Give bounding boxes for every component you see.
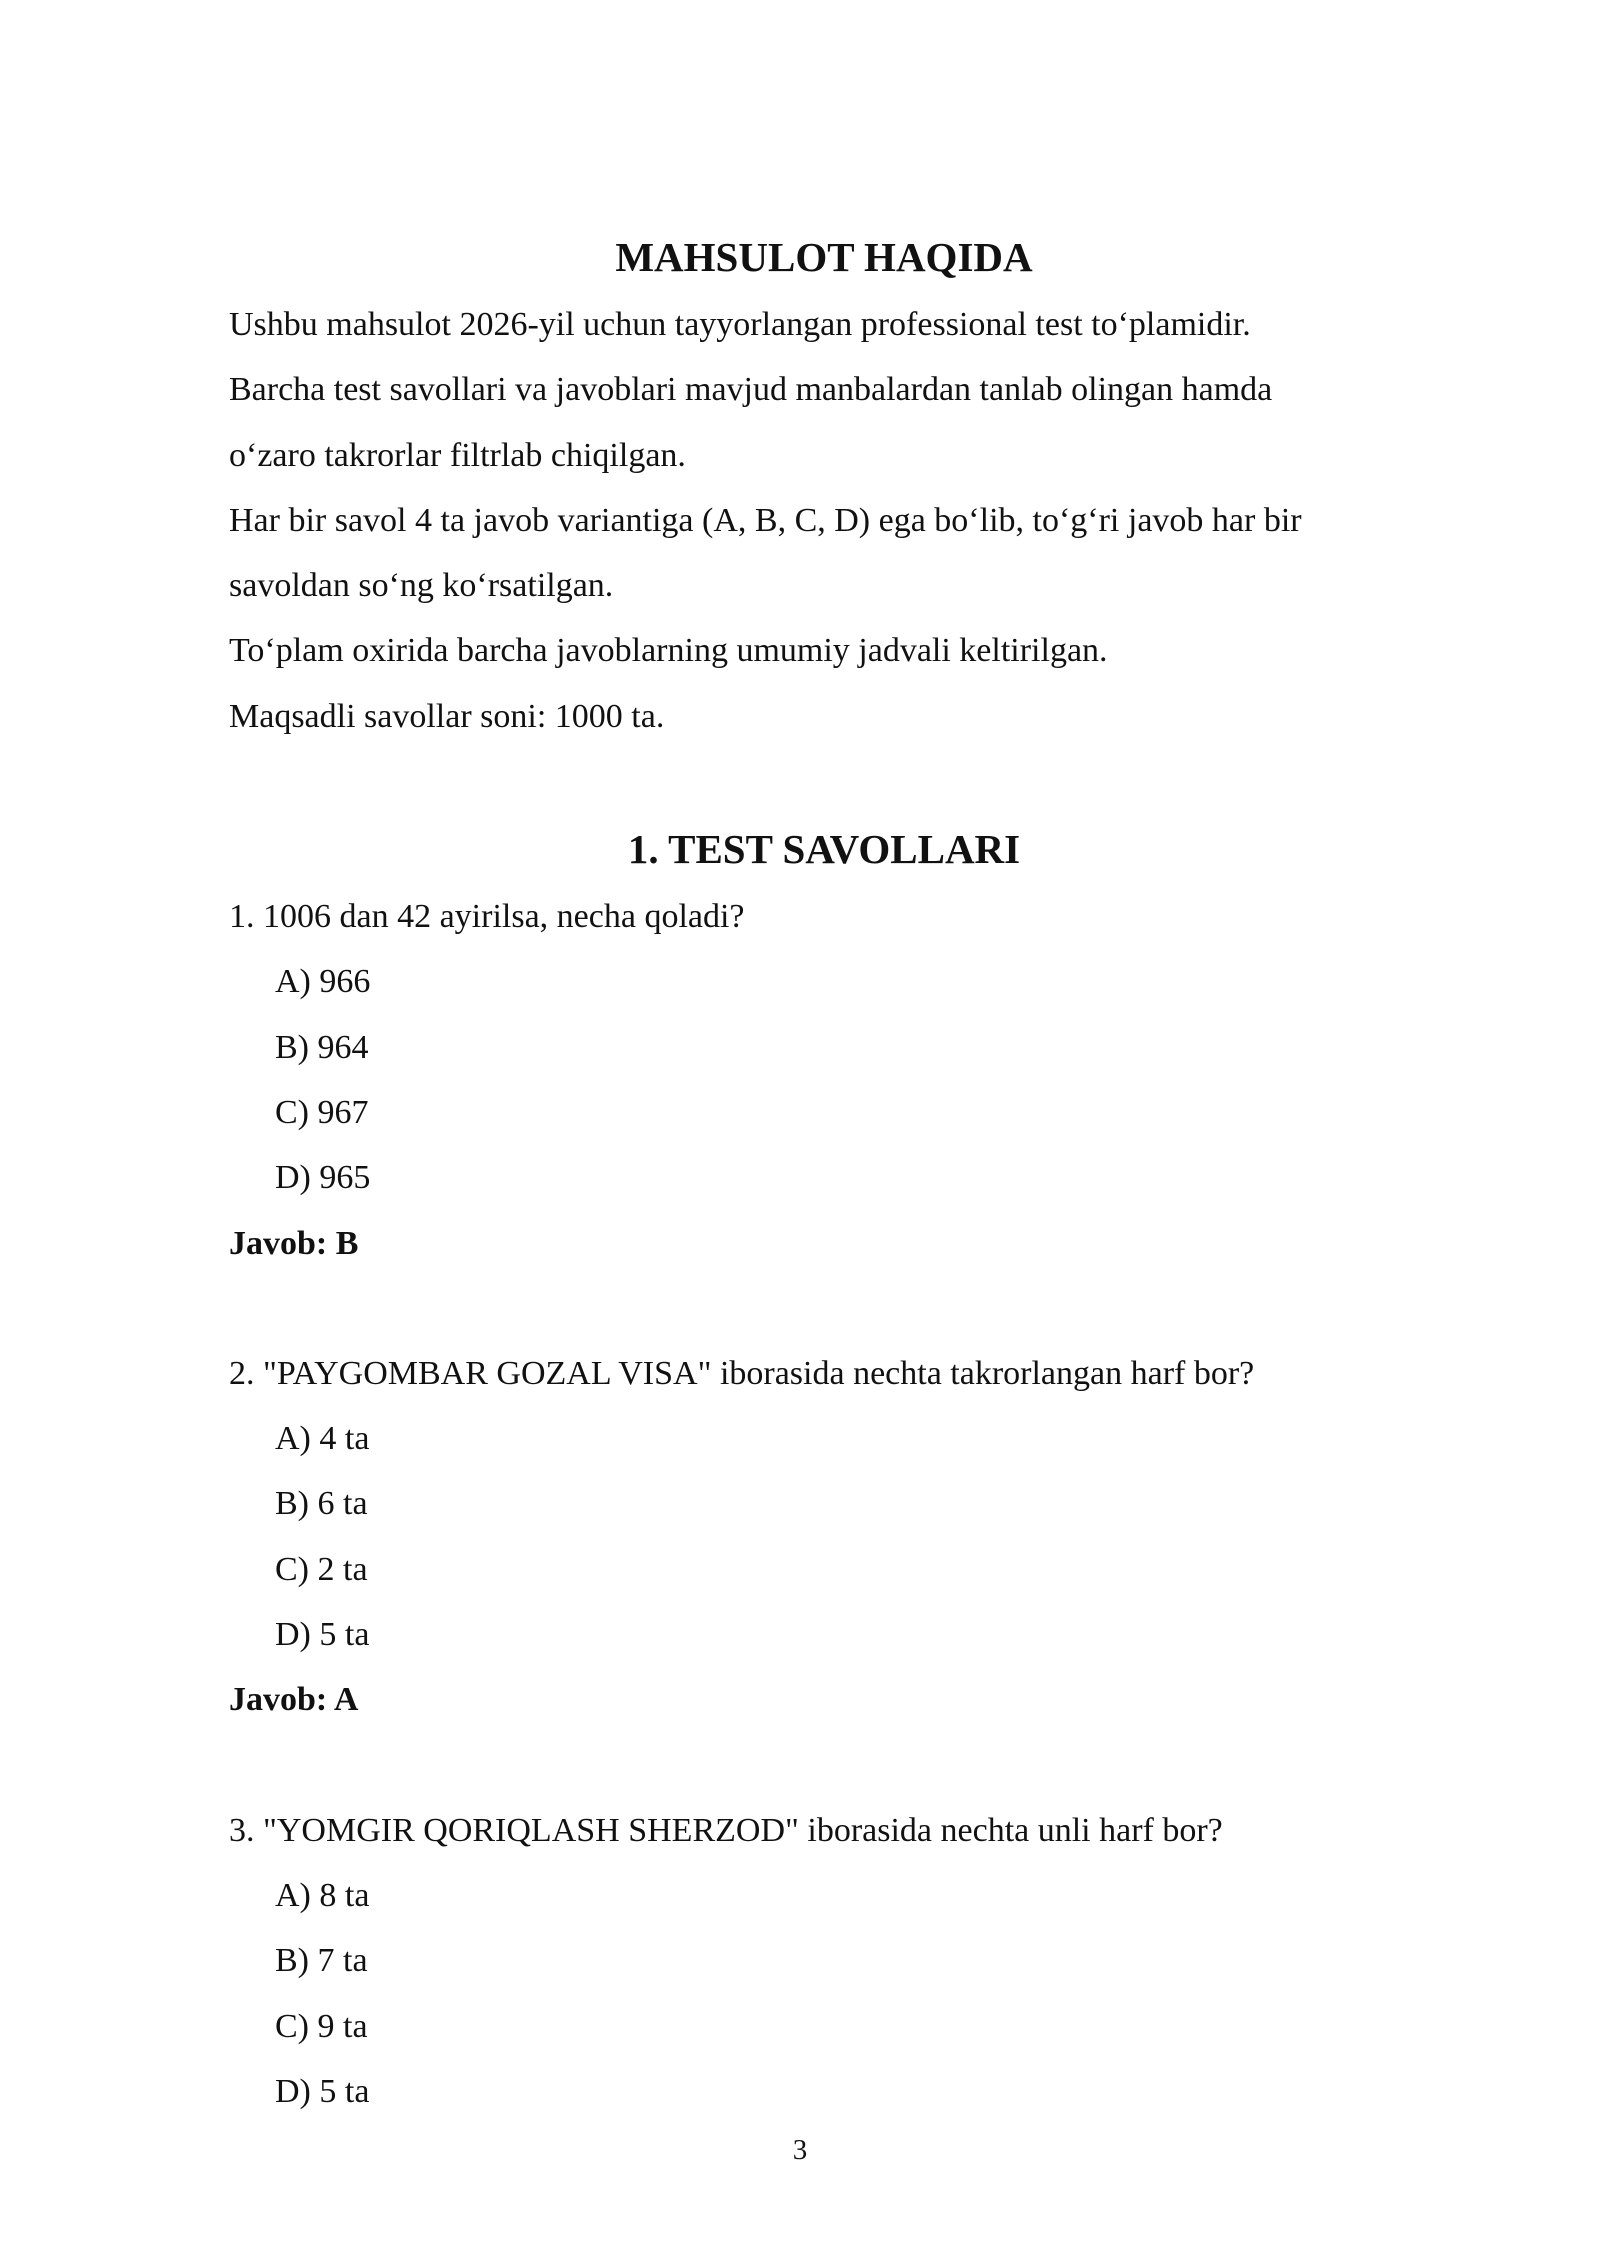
- option-c: C) 2 ta: [275, 1550, 368, 1588]
- question-text: 3. "YOMGIR QORIQLASH SHERZOD" iborasida nechta unli harf bor?: [229, 1811, 1223, 1849]
- option-d: D) 965: [275, 1159, 371, 1197]
- option-d: D) 5 ta: [275, 1616, 370, 1654]
- about-line: o‘zaro takrorlar filtrlab chiqilgan.: [229, 436, 686, 474]
- option-a: A) 8 ta: [275, 1876, 370, 1914]
- option-a: A) 4 ta: [275, 1420, 370, 1458]
- option-d: D) 5 ta: [275, 2072, 370, 2110]
- answer-text: Javob: B: [229, 1224, 359, 1262]
- about-line: Barcha test savollari va javoblari mavjud manbalardan tanlab olingan hamda: [229, 371, 1273, 409]
- answer-text: Javob: A: [229, 1681, 359, 1719]
- question-block: [229, 1341, 1419, 1733]
- about-line: Maqsadli savollar soni: 1000 ta.: [229, 697, 665, 735]
- page-number: 3: [792, 2134, 808, 2166]
- option-b: B) 964: [275, 1028, 369, 1066]
- spacer: [229, 749, 1419, 814]
- about-line: savoldan so‘ng ko‘rsatilgan.: [229, 567, 614, 605]
- tests-title: 1. TEST SAVOLLARI: [627, 826, 1021, 873]
- about-line: Har bir savol 4 ta javob variantiga (A, B, C, D) ega bo‘lib, to‘g‘ri javob har bir: [229, 501, 1302, 539]
- question-text: 1. 1006 dan 42 ayirilsa, necha qoladi?: [229, 898, 745, 936]
- question-block: [229, 1798, 1419, 2124]
- question-block: [229, 884, 1419, 1276]
- about-line: To‘plam oxirida barcha javoblarning umumiy jadvali keltirilgan.: [229, 632, 1108, 670]
- option-b: B) 6 ta: [275, 1485, 368, 1523]
- spacer: [229, 1733, 1419, 1798]
- spacer: [229, 1276, 1419, 1341]
- option-a: A) 966: [275, 963, 371, 1001]
- question-text: 2. "PAYGOMBAR GOZAL VISA" iborasida nechta takrorlangan harf bor?: [229, 1354, 1255, 1392]
- option-c: C) 967: [275, 1093, 369, 1131]
- page-content: [229, 222, 1419, 2124]
- option-b: B) 7 ta: [275, 1942, 368, 1980]
- about-title: MAHSULOT HAQIDA: [615, 234, 1033, 280]
- about-line: Ushbu mahsulot 2026-yil uchun tayyorlangan professional test to‘plamidir.: [229, 306, 1251, 343]
- option-c: C) 9 ta: [275, 2007, 368, 2045]
